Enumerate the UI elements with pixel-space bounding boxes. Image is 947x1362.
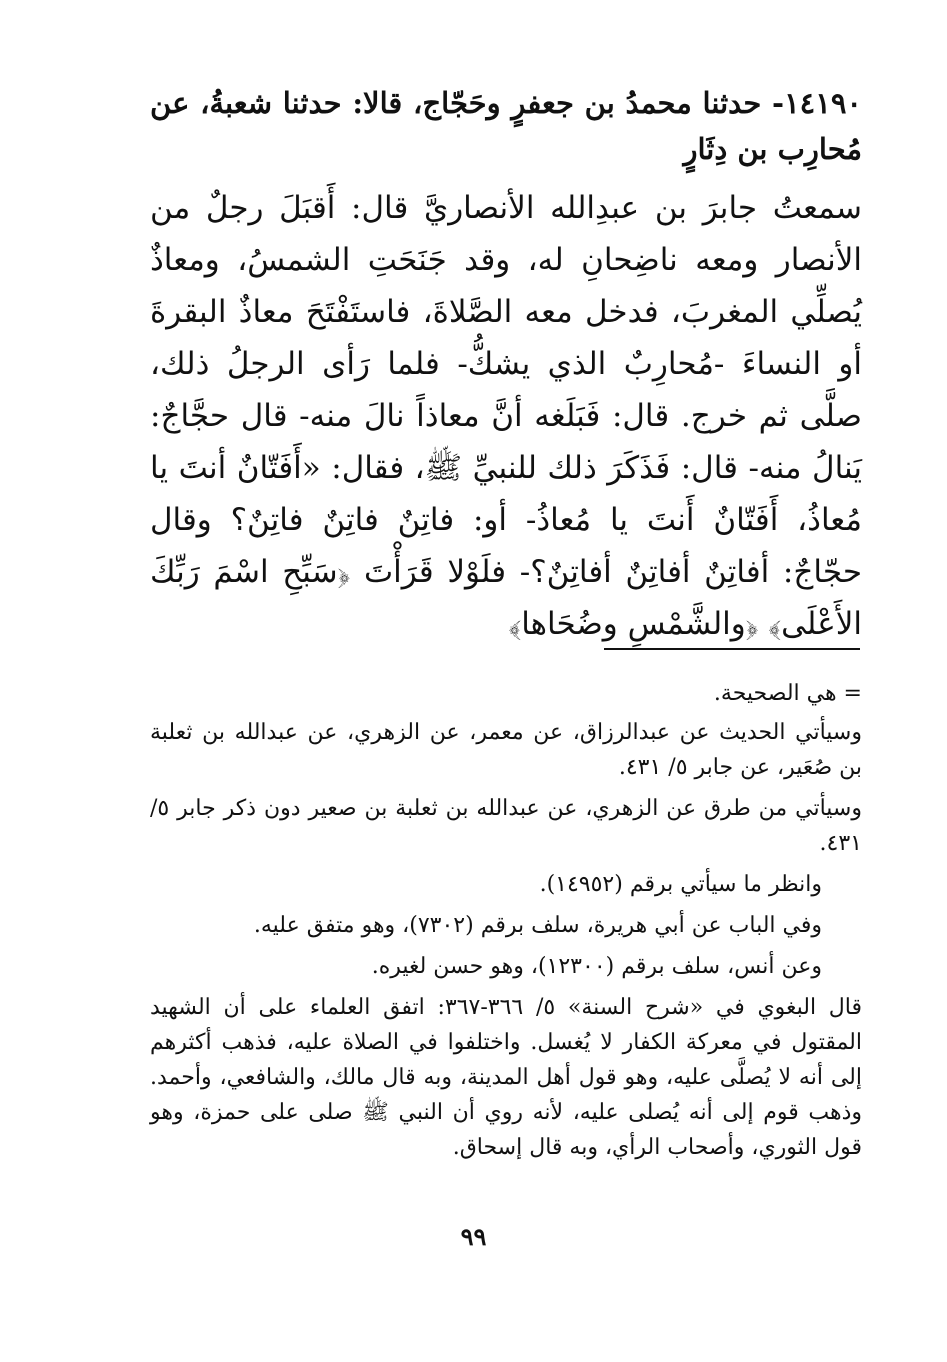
footnotes xyxy=(150,676,862,1171)
footnote-line: وعن أنس، سلف برقم (١٢٣٠٠)، وهو حسن لغيره. xyxy=(371,954,822,979)
isnad-paragraph: ١٤١٩٠- حدثنا محمدُ بن جعفرٍ وحَجّاج، قالا: حدثنا شعبةُ، عن مُحارِب بن دِثَارٍ xyxy=(150,86,862,166)
hadith-paragraph: سمعتُ جابرَ بن عبدِالله الأنصاريَّ قال: أَقبَلَ رجلٌ من الأنصار ومعه ناضِحانِ له، وقد جَنَحَتِ الشمسُ، ومعاذٌ يُصلِّي المغربَ، فدخل معه الصَّلاةَ، فاستَفْتَحَ معاذٌ البقرةَ أو النساءَ -مُحارِبٌ الذي يشكُّ- فلما رَأى الرجلُ ذلك، صلَّى ثم خرج. قال: فَبَلَغه أنَّ معاذاً نالَ منه- قال حجَّاجٌ: يَنالُ منه- قال: فَذَكَرَ ذلك للنبيِّ ﷺ، فقال: «أَفَتّانٌ أنتَ يا مُعاذُ، أَفَتّانٌ أَنتَ يا مُعاذُ- أو: فاتِنٌ فاتِنٌ فاتِنٌ؟ وقال حجّاجٌ: أفاتِنٌ أفاتِنٌ أفاتِنٌ؟- فلَوْلا قَرَأْتَ ﴿سَبِّحِ اسْمَ رَبِّكَ الأَعْلَى﴾ ﴿والشَّمْسِ وضُحَاها﴾ xyxy=(150,190,862,642)
footnote-line: وانظر ما سيأتي برقم (١٤٩٥٢). xyxy=(539,872,822,897)
footnote-line: = هي الصحيحة. xyxy=(713,681,862,706)
footnote-separator xyxy=(604,648,860,650)
footnote-line: قال البغوي في «شرح السنة» ٥/ ٣٦٦-٣٦٧: اتفق العلماء على أن الشهيد المقتول في معركة الكفار لا يُغسل. واختلفوا في الصلاة عليه، فذهب أكثرهم إلى أنه لا يُصلَّى عليه، وهو قول أهل المدينة، وبه قال مالك، والشافعي، وأحمد. وذهب قوم إلى أنه يُصلى عليه، لأنه روي أن النبي ﷺ صلى على حمزة، وهو قول الثوري، وأصحاب الرأي، وبه قال إسحاق. xyxy=(150,995,862,1160)
footnote-line: وسيأتي من طرق عن الزهري، عن عبدالله بن ثعلبة بن صعير دون ذكر جابر ٥/ ٤٣١. xyxy=(150,796,862,856)
footnote-line: وفي الباب عن أبي هريرة، سلف برقم (٧٣٠٢)، وهو متفق عليه. xyxy=(253,913,822,938)
hadith-text xyxy=(150,182,862,650)
footnote-line: وسيأتي الحديث عن عبدالرزاق، عن معمر، عن الزهري، عن عبدالله بن ثعلبة بن صُعَير، عن جابر ٥/ ٤٣١. xyxy=(150,720,862,780)
page-number: ٩٩ xyxy=(460,1222,487,1251)
